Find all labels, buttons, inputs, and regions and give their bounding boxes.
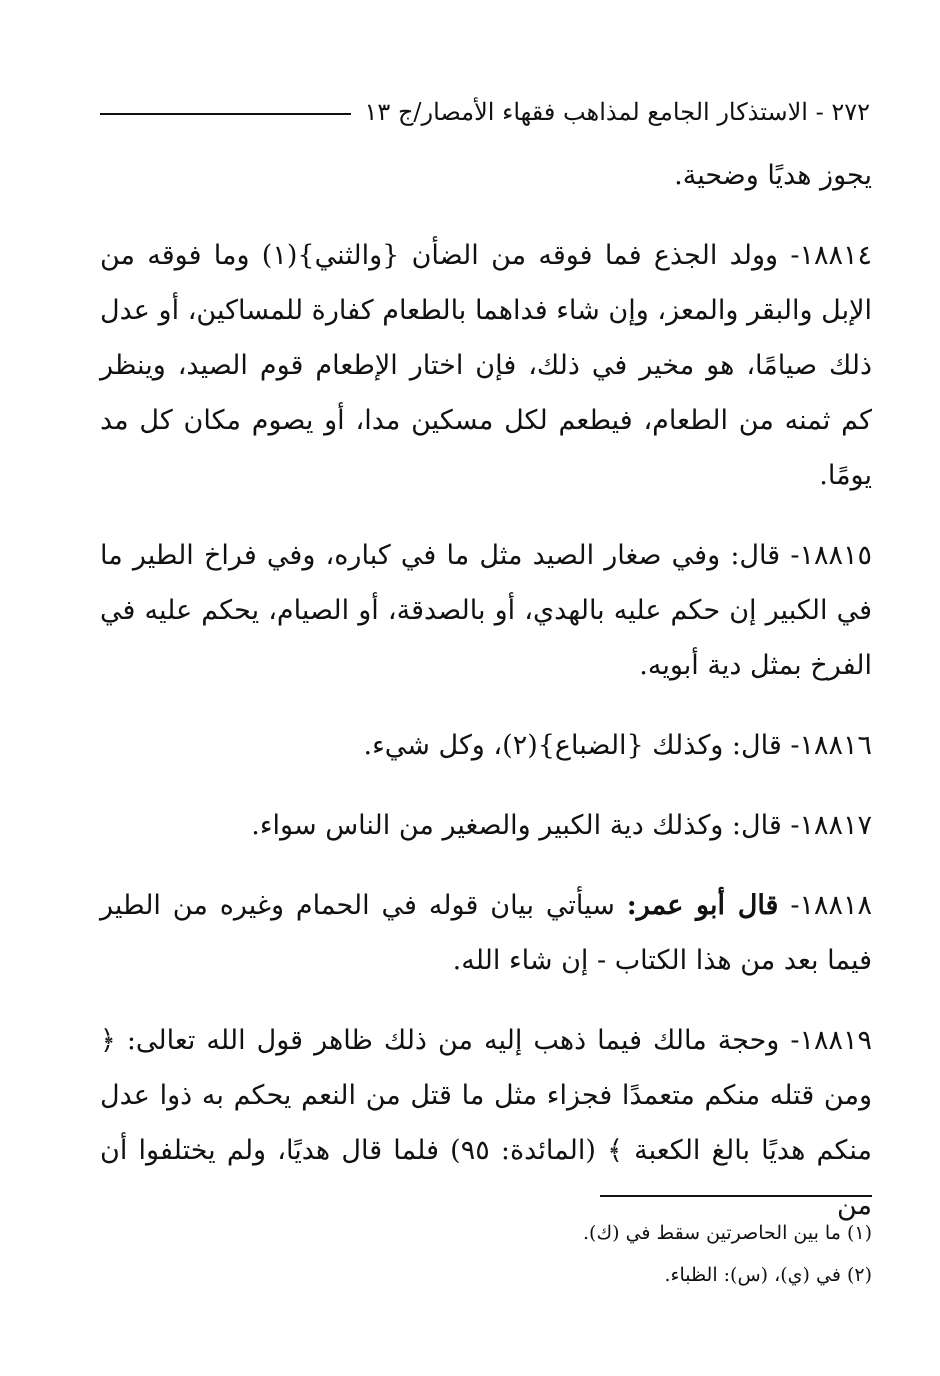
footnotes	[100, 1212, 872, 1296]
paragraph: ١٨٨١٥- قال: وفي صغار الصيد مثل ما في كباره، وفي فراخ الطير ما في الكبير إن حكم عليه بالهدي، أو بالصدقة، أو الصيام، يحكم عليه في الفرخ بمثل دية أبويه.	[100, 540, 872, 681]
header-rule	[100, 113, 351, 115]
paragraph: ١٨٨١٦- قال: وكذلك {الضباع}(٢)، وكل شيء.	[363, 730, 872, 761]
footnote: (١) ما بين الحاصرتين سقط في (ك).	[583, 1222, 872, 1244]
footnote: (٢) في (ي)، (س): الظباء.	[664, 1264, 872, 1286]
paragraph: يجوز هديًا وضحية.	[674, 160, 872, 191]
main-text	[100, 148, 872, 1258]
footnote-rule	[600, 1195, 872, 1197]
paragraph	[100, 878, 872, 988]
paragraph: ١٨٨١٤- وولد الجذع فما فوقه من الضأن {والثني}(١) وما فوقه من الإبل والبقر والمعز، وإن شاء فداهما بالطعام كفارة للمساكين، أو عدل ذلك صيامًا، هو مخير في ذلك، فإن اختار الإطعام قوم الصيد، وينظر كم ثمنه من الطعام، فيطعم لكل مسكين مدا، أو يصوم مكان كل مد يومًا.	[100, 240, 872, 491]
running-head: ٢٧٢ - الاستذكار الجامع لمذاهب فقهاء الأمصار/ج ١٣	[364, 98, 870, 126]
paragraph-number: ١٨٨١٨-	[778, 890, 872, 921]
paragraph: ١٨٨١٩- وحجة مالك فيما ذهب إليه من ذلك ظاهر قول الله تعالى: ﴿ ومن قتله منكم متعمدًا فجزاء مثل ما قتل من النعم يحكم به ذوا عدل منكم هديًا بالغ الكعبة ﴾ (المائدة: ٩٥) فلما قال هديًا، ولم يختلفوا أن من	[100, 1025, 872, 1221]
paragraph-body: سيأتي بيان قوله في الحمام وغيره من الطير فيما بعد من هذا الكتاب - إن شاء الله.	[100, 890, 872, 976]
paragraph: ١٨٨١٧- قال: وكذلك دية الكبير والصغير من الناس سواء.	[251, 810, 872, 841]
speaker-label: قال أبو عمر:	[626, 890, 779, 921]
page-header	[100, 92, 870, 132]
